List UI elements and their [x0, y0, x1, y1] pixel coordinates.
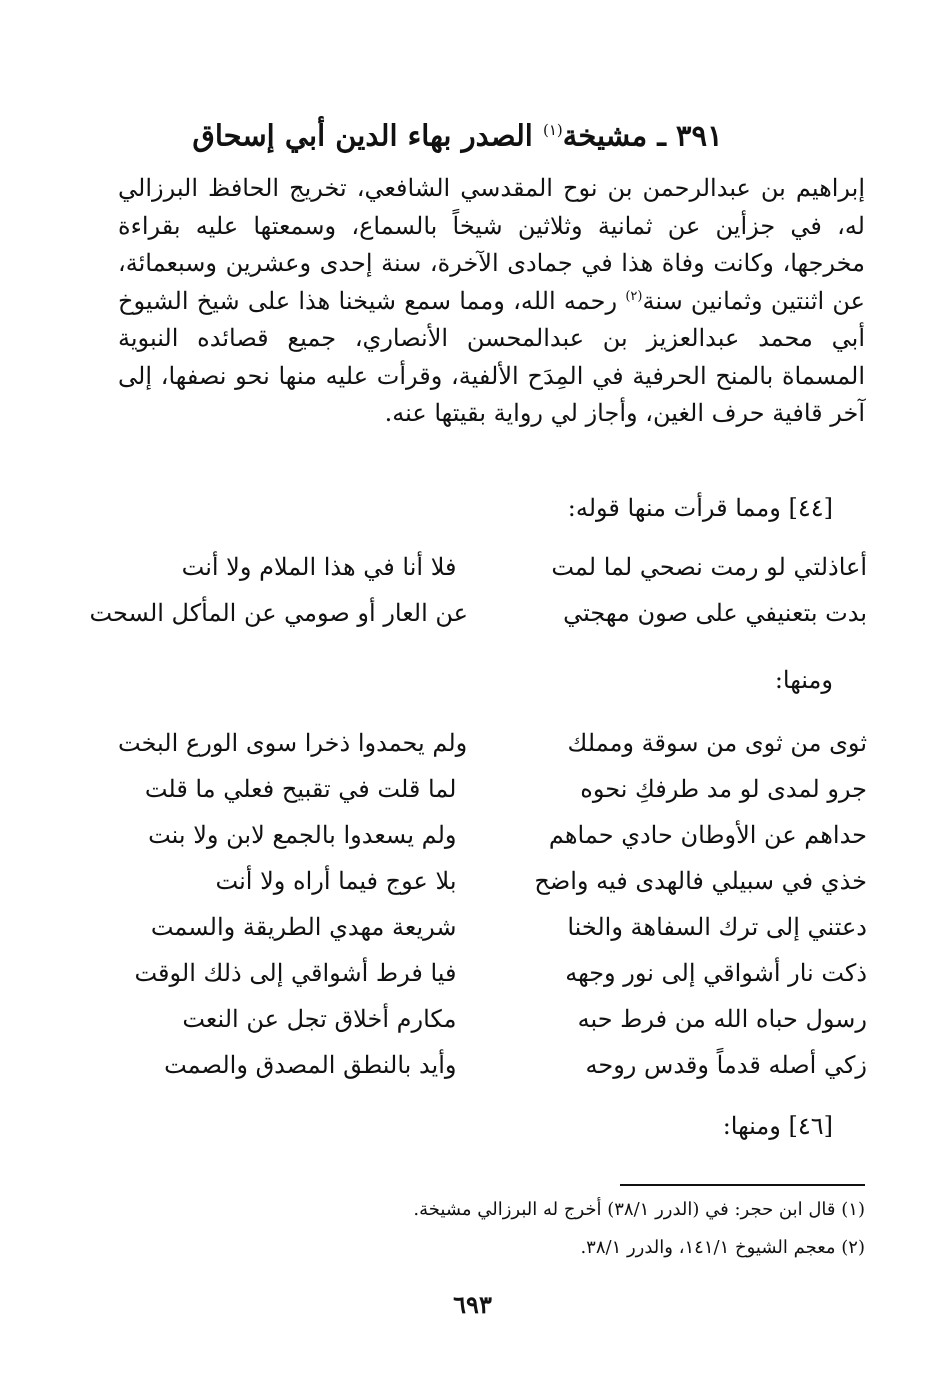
verse-line: [118, 996, 867, 1042]
verse-first-hemistich: خذي في سبيلي فالهدى فيه واضح: [534, 867, 867, 895]
verse-first-hemistich: زكي أصله قدماً وقدس روحه: [585, 1051, 867, 1079]
poem-45: [118, 720, 867, 1088]
footnote-2: [580, 1234, 865, 1262]
verse-first-hemistich: جرو لمدى لو مد طرفكِ نحوه: [580, 775, 867, 803]
verse-first-hemistich: دعتني إلى ترك السفاهة والخنا: [567, 913, 867, 941]
poem-44: [89, 544, 867, 636]
verse-second-hemistich: ولم يحمدوا ذخرا سوى الورع البخت: [118, 729, 468, 757]
verse-line: [118, 766, 867, 812]
verse-line: [118, 720, 867, 766]
heading-rest: الصدر بهاء الدين أبي إسحاق: [192, 118, 533, 153]
footnote-mark: (٢): [841, 1237, 865, 1258]
verse-second-hemistich: وأيد بالنطق المصدق والصمت: [164, 1051, 457, 1079]
footnote-mark: (١): [841, 1199, 865, 1220]
verse-second-hemistich: مكارم أخلاق تجل عن النعت: [182, 1005, 457, 1033]
footnote-text: معجم الشيوخ ١٤١/١، والدرر ٣٨/١.: [580, 1237, 836, 1258]
verse-first-hemistich: أعاذلتي لو رمت نصحي لما لمت: [551, 553, 867, 581]
verse-first-hemistich: حداهم عن الأوطان حادي حماهم: [548, 821, 867, 849]
footnote-divider: [620, 1184, 865, 1186]
verse-line: [118, 812, 867, 858]
poem-intro-46: [٤٦] ومنها:: [722, 1112, 833, 1140]
verse-first-hemistich: ذكت نار أشواقي إلى نور وجهه: [565, 959, 867, 987]
verse-second-hemistich: ولم يسعدوا بالجمع لابن ولا بنت: [148, 821, 457, 849]
footnote-marker-2: (٢): [625, 288, 643, 304]
page-number: ٦٩٣: [453, 1290, 492, 1319]
verse-first-hemistich: رسول حباه الله من فرط حبه: [577, 1005, 867, 1033]
entry-heading: [120, 108, 795, 158]
verse-second-hemistich: بلا عوج فيما أراه ولا أنت: [215, 867, 457, 895]
verse-line: [89, 590, 867, 636]
heading-word: مشيخة: [562, 118, 648, 153]
verse-first-hemistich: ثوى من ثوى من سوقة ومملك: [567, 729, 867, 757]
verse-line: [118, 544, 867, 590]
verse-second-hemistich: عن العار أو صومي عن المأكل السحت: [89, 599, 468, 627]
verse-second-hemistich: شريعة مهدي الطريقة والسمت: [150, 913, 457, 941]
verse-second-hemistich: لما قلت في تقبيح فعلي ما قلت: [144, 775, 457, 803]
heading-dash: ـ: [657, 118, 666, 153]
verse-second-hemistich: فلا أنا في هذا الملام ولا أنت: [181, 553, 457, 581]
entry-number: ٣٩١: [675, 118, 723, 153]
verse-line: [118, 858, 867, 904]
paragraph-part-1: إبراهيم بن عبدالرحمن بن نوح المقدسي الشافعي، تخريج الحافظ البرزالي له، في جزأين عن ثمانية وثلاثين شيخاً بالسماع، وسمعتها عليه بقراءة مخرجها، وكانت وفاة هذا في جمادى الآخرة، سنة إحدى وعشرين وسبعمائة، عن اثنتين وثمانين سنة: [118, 174, 866, 315]
verse-first-hemistich: بدت بتعنيفي على صون مهجتي: [563, 599, 867, 627]
footnote-marker-1: (١): [542, 121, 563, 139]
paragraph-part-2: رحمه الله، ومما سمع شيخنا هذا على شيخ الشيوخ أبي محمد عبدالعزيز بن عبدالمحسن الأنصاري، جميع قصائده النبوية المسماة بالمنح الحرفية في المِدَح الألفية، وقرأت عليه منها نحو نصفها، إلى آخر قافية حرف الغين، وأجاز لي رواية بقيتها عنه.: [118, 286, 865, 427]
footnote-1: [413, 1196, 865, 1224]
verse-second-hemistich: فيا فرط أشواقي إلى ذلك الوقت: [134, 959, 457, 987]
verse-line: [118, 1042, 867, 1088]
body-paragraph: [118, 170, 865, 433]
footnote-text: قال ابن حجر: في (الدرر ٣٨/١) أخرج له البرزالي مشيخة.: [413, 1199, 836, 1220]
poem-intro-45: ومنها:: [774, 666, 833, 694]
poem-intro-44: [٤٤] ومما قرأت منها قوله:: [567, 494, 833, 522]
verse-line: [118, 950, 867, 996]
verse-line: [118, 904, 867, 950]
